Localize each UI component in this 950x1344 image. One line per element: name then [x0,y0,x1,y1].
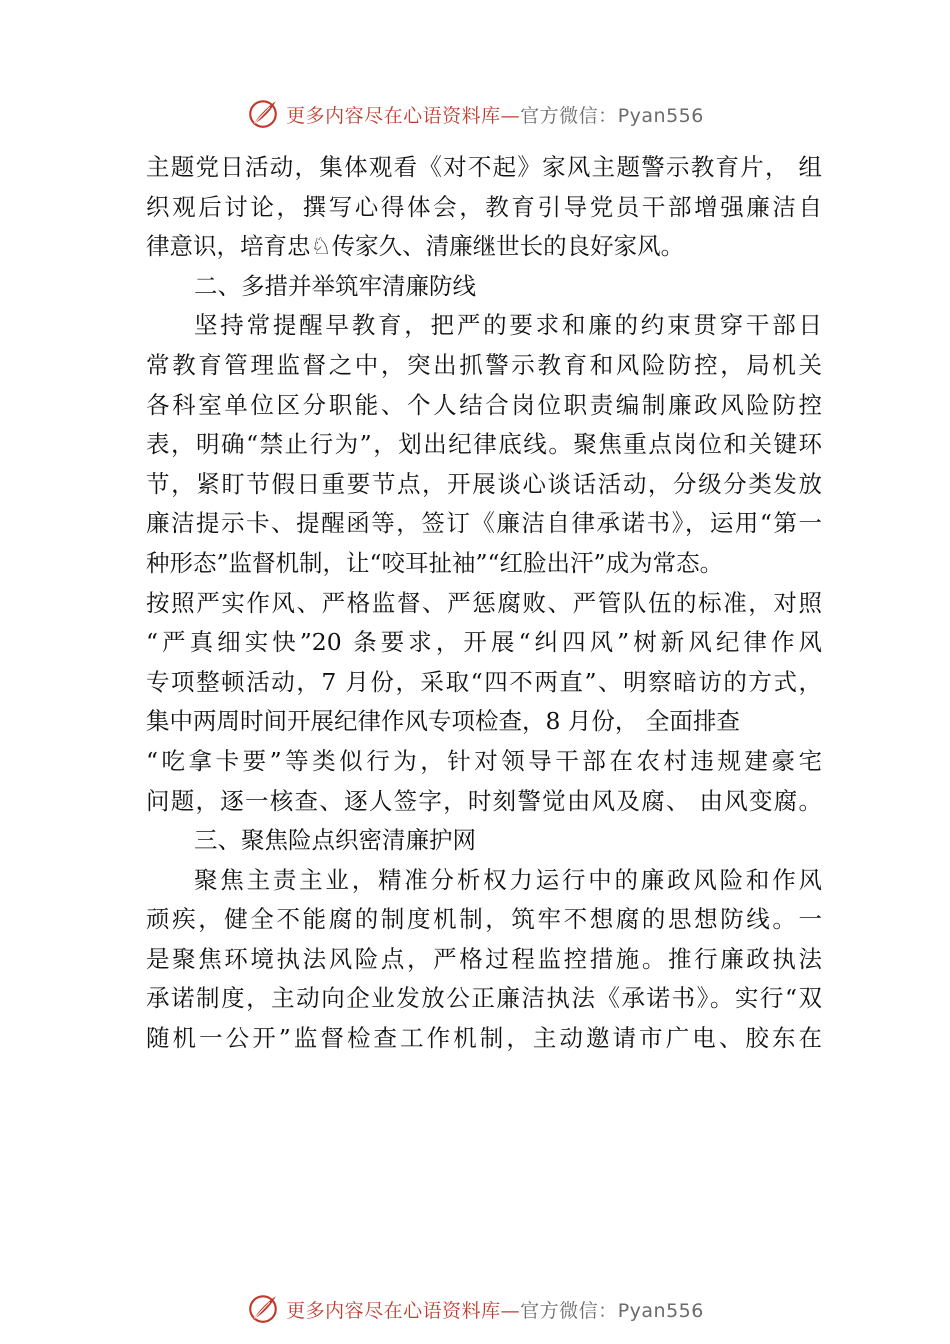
body-text-line: 集中两周时间开展纪律作风专项检查，8 月份， 全面排查 [146,707,740,736]
header-wechat-id: Pyan556 [617,104,704,127]
body-text-line: 表，明确“禁止行为”，划出纪律底线。聚焦重点岗位和关键环 [146,430,822,459]
footer-wechat-id: Pyan556 [617,1299,704,1322]
body-text-line: “严真细实快”20 条要求，开展“纠四风”树新风纪律作风 [146,628,822,657]
header-banner-text [286,101,704,128]
header-separator: — [500,104,521,127]
body-text-line: 织观后讨论，撰写心得体会，教育引导党员干部增强廉洁自 [146,192,822,221]
header-banner-inner [246,97,704,131]
body-text-line: 二、多措并举筑牢清廉防线 [194,271,476,300]
header-wechat-label: 官方微信： [520,104,618,127]
footer-brand-text: 更多内容尽在心语资料库 [286,1299,501,1322]
body-text-line: 各科室单位区分职能、个人结合岗位职责编制廉政风险防控 [146,390,822,419]
body-text-line: 问题，逐一核查、逐人签字，时刻警觉由风及腐、 由风变腐。 [146,786,822,815]
body-text-line: 律意识，培育忠♘传家久、清廉继世长的良好家风。 [146,232,685,261]
document-body [146,148,822,1059]
body-text-line: 三、聚焦险点织密清廉护网 [194,826,476,855]
body-text-line: 是聚焦环境执法风险点，严格过程监控措施。推行廉政执法 [146,944,822,973]
body-text-line: 承诺制度，主动向企业发放公正廉洁执法《承诺书》。实行“双 [146,984,822,1013]
body-text-line: 随机一公开”监督检查工作机制，主动邀请市广电、胶东在 [146,1024,822,1053]
quill-pen-circle-icon [246,1292,280,1326]
body-text-line: 种形态”监督机制，让“咬耳扯袖”“红脸出汗”成为常态。 [146,548,724,577]
footer-separator: — [500,1299,521,1322]
body-text-line: 常教育管理监督之中，突出抓警示教育和风险防控，局机关 [146,350,822,379]
footer-wechat-label: 官方微信： [520,1299,618,1322]
body-text-line: 专项整顿活动，7 月份，采取“四不两直”、明察暗访的方式， [146,667,822,696]
footer-banner-inner [246,1292,704,1326]
header-banner [0,94,950,134]
body-text-line: “吃拿卡要”等类似行为，针对领导干部在农村违规建豪宅 [146,746,822,775]
body-text-line: 主题党日活动，集体观看《对不起》家风主题警示教育片， 组 [146,153,822,181]
body-text-line: 坚持常提醒早教育，把严的要求和廉的约束贯穿干部日 [194,311,822,340]
body-text-line: 节，紧盯节假日重要节点，开展谈心谈话活动，分级分类发放 [146,469,822,498]
footer-banner [0,1289,950,1329]
footer-banner-text [286,1296,704,1323]
quill-pen-circle-icon [246,97,280,131]
body-text-line: 廉洁提示卡、提醒函等，签订《廉洁自律承诺书》，运用“第一 [146,509,822,538]
header-brand-text: 更多内容尽在心语资料库 [286,104,501,127]
body-text-line: 按照严实作风、严格监督、严惩腐败、严管队伍的标准，对照 [146,588,822,617]
body-text-line: 聚焦主责主业，精准分析权力运行中的廉政风险和作风 [194,865,822,894]
body-text-line: 顽疾，健全不能腐的制度机制，筑牢不想腐的思想防线。一 [146,905,822,934]
